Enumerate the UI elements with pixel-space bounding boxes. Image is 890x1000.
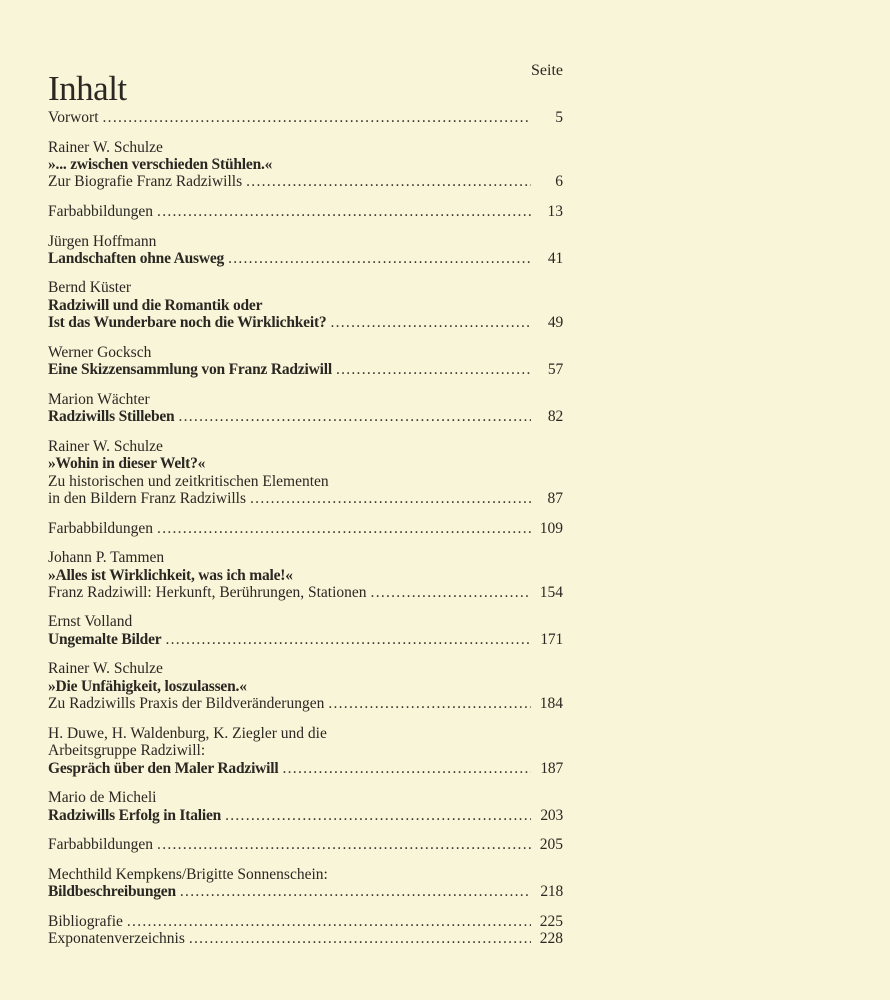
- toc-line-text: Zur Biografie Franz Radziwills: [48, 173, 243, 191]
- dot-leader: [283, 760, 532, 777]
- page-number: 225: [539, 912, 563, 930]
- toc-entry-title: [48, 156, 563, 173]
- dot-leader: [103, 109, 531, 126]
- toc-line-text: H. Duwe, H. Waldenburg, K. Ziegler und die: [48, 724, 327, 742]
- toc-entry[interactable]: [48, 109, 563, 126]
- page-number: 82: [547, 408, 563, 426]
- toc-entry-line: [48, 742, 563, 759]
- toc-entry-title: [48, 250, 563, 267]
- toc-entry-line: [48, 584, 563, 601]
- toc-line-text: Ernst Volland: [48, 613, 133, 631]
- toc-line-text: »Alles ist Wirklichkeit, was ich male!«: [48, 566, 293, 584]
- toc-entry-title: [48, 567, 563, 584]
- toc-entry-line: [48, 344, 563, 361]
- toc-entry[interactable]: [48, 836, 563, 853]
- page-number: 171: [540, 630, 563, 648]
- dot-leader: [250, 490, 531, 507]
- toc-line-text: Mario de Micheli: [48, 789, 157, 807]
- page-number: 228: [539, 930, 563, 948]
- toc-entry-line: [48, 549, 563, 566]
- toc-line-text: »... zwischen verschieden Stühlen.«: [48, 155, 273, 173]
- dot-leader: [165, 631, 531, 648]
- toc-entry-line: [48, 391, 563, 408]
- toc-entry-title: [48, 631, 563, 648]
- toc-line-text: Bildbeschreibungen: [48, 883, 176, 901]
- toc-entry[interactable]: [48, 203, 563, 220]
- toc-entry[interactable]: [48, 725, 563, 777]
- toc-line-text: Johann P. Tammen: [48, 549, 165, 567]
- toc-line-text: Eine Skizzensammlung von Franz Radziwill: [48, 361, 332, 379]
- toc-entry-line: [48, 438, 563, 455]
- toc-entry-title: [48, 408, 563, 425]
- dot-leader: [225, 807, 531, 824]
- toc-line-text: Radziwills Erfolg in Italien: [48, 806, 222, 824]
- toc-entry-line: [48, 725, 563, 742]
- page-number: 6: [555, 173, 563, 191]
- dot-leader: [246, 173, 531, 190]
- toc-entry[interactable]: [48, 139, 563, 191]
- toc-entry-line: [48, 520, 563, 537]
- page-number: 203: [540, 806, 563, 824]
- dot-leader: [336, 361, 531, 378]
- toc-line-text: Radziwills Stilleben: [48, 408, 175, 426]
- page-number: 218: [540, 883, 563, 901]
- dot-leader: [328, 695, 531, 712]
- toc-line-text: Ungemalte Bilder: [48, 630, 162, 648]
- toc-entry[interactable]: [48, 930, 563, 947]
- toc-entry-line: [48, 930, 563, 947]
- toc-line-text: Marion Wächter: [48, 390, 150, 408]
- toc-entry[interactable]: [48, 279, 563, 331]
- toc-line-text: Exponatenverzeichnis: [48, 930, 185, 948]
- dot-leader: [189, 930, 531, 947]
- toc-entry-title: [48, 314, 563, 331]
- page-number: 187: [540, 759, 563, 777]
- toc-entry-line: [48, 836, 563, 853]
- page-number: 109: [539, 519, 563, 537]
- toc-entry-line: [48, 866, 563, 883]
- dot-leader: [127, 913, 531, 930]
- page-number: 205: [539, 836, 563, 854]
- toc-line-text: in den Bildern Franz Radziwills: [48, 489, 247, 507]
- toc-line-text: Vorwort: [48, 109, 99, 126]
- page-number: 57: [547, 361, 563, 379]
- toc-entry[interactable]: [48, 233, 563, 268]
- toc-line-text: Ist das Wunderbare noch die Wirklichkeit?: [48, 314, 327, 332]
- toc-entry-title: [48, 678, 563, 695]
- toc-line-text: Arbeitsgruppe Radziwill:: [48, 742, 206, 760]
- page-number: 5: [555, 109, 563, 126]
- toc-entry-line: [48, 789, 563, 806]
- page-number: 41: [547, 249, 563, 267]
- dot-leader: [157, 203, 531, 220]
- toc-entry-title: [48, 455, 563, 472]
- page-number: 49: [547, 314, 563, 332]
- toc-line-text: Gespräch über den Maler Radziwill: [48, 759, 279, 777]
- toc-entry[interactable]: [48, 344, 563, 379]
- toc-line-text: Landschaften ohne Ausweg: [48, 249, 225, 267]
- toc-entry-line: [48, 695, 563, 712]
- toc-entry-title: [48, 883, 563, 900]
- toc-entry-line: [48, 473, 563, 490]
- toc-entry-line: [48, 279, 563, 296]
- page-number: 184: [539, 695, 563, 713]
- toc-line-text: Rainer W. Schulze: [48, 660, 163, 678]
- toc-entry-line: [48, 913, 563, 930]
- toc-entry-line: [48, 613, 563, 630]
- page-column-label: Seite: [531, 62, 563, 79]
- toc-entry-line: [48, 233, 563, 250]
- toc-line-text: Bibliografie: [48, 912, 123, 930]
- toc-line-text: Jürgen Hoffmann: [48, 232, 157, 250]
- dot-leader: [157, 836, 531, 853]
- toc-entry[interactable]: [48, 520, 563, 537]
- dot-leader: [330, 314, 531, 331]
- dot-leader: [371, 584, 531, 601]
- toc-line-text: Mechthild Kempkens/Brigitte Sonnenschein:: [48, 865, 328, 883]
- toc-entry[interactable]: [48, 913, 563, 930]
- toc-line-text: Farbabbildungen: [48, 202, 154, 220]
- toc-entry-line: [48, 203, 563, 220]
- toc-line-text: Werner Gocksch: [48, 343, 152, 361]
- toc-entry-line: [48, 490, 563, 507]
- page-title: Inhalt: [48, 69, 127, 109]
- toc-entry-title: [48, 361, 563, 378]
- toc-entry-line: [48, 139, 563, 156]
- toc-line-text: Farbabbildungen: [48, 836, 154, 854]
- toc-line-text: Bernd Küster: [48, 279, 132, 297]
- toc-line-text: Radziwill und die Romantik oder: [48, 296, 263, 314]
- toc-entry-title: [48, 760, 563, 777]
- toc-entry[interactable]: [48, 789, 563, 824]
- toc-entry[interactable]: [48, 438, 563, 508]
- toc-entry-line: [48, 109, 563, 126]
- dot-leader: [228, 250, 531, 267]
- toc-entry-line: [48, 173, 563, 190]
- toc-line-text: »Wohin in dieser Welt?«: [48, 455, 206, 473]
- toc-entry[interactable]: [48, 391, 563, 426]
- toc-line-text: Zu historischen und zeitkritischen Elementen: [48, 472, 329, 490]
- page-number: 87: [547, 489, 563, 507]
- toc-line-text: Rainer W. Schulze: [48, 437, 163, 455]
- page-number: 154: [539, 583, 563, 601]
- dot-leader: [178, 408, 531, 425]
- toc-entry-title: [48, 807, 563, 824]
- toc-line-text: »Die Unfähigkeit, loszulassen.«: [48, 677, 247, 695]
- dot-leader: [157, 520, 531, 537]
- toc-entry[interactable]: [48, 866, 563, 901]
- toc-line-text: Franz Radziwill: Herkunft, Berührungen, Stationen: [48, 583, 367, 601]
- toc-list: [48, 109, 563, 960]
- toc-entry[interactable]: [48, 549, 563, 601]
- toc-entry[interactable]: [48, 613, 563, 648]
- toc-entry-title: [48, 297, 563, 314]
- dot-leader: [180, 883, 531, 900]
- toc-line-text: Farbabbildungen: [48, 519, 154, 537]
- toc-line-text: Rainer W. Schulze: [48, 138, 163, 156]
- page-number: 13: [547, 202, 563, 220]
- toc-entry[interactable]: [48, 660, 563, 712]
- toc-entry-line: [48, 660, 563, 677]
- toc-line-text: Zu Radziwills Praxis der Bildveränderungen: [48, 695, 325, 713]
